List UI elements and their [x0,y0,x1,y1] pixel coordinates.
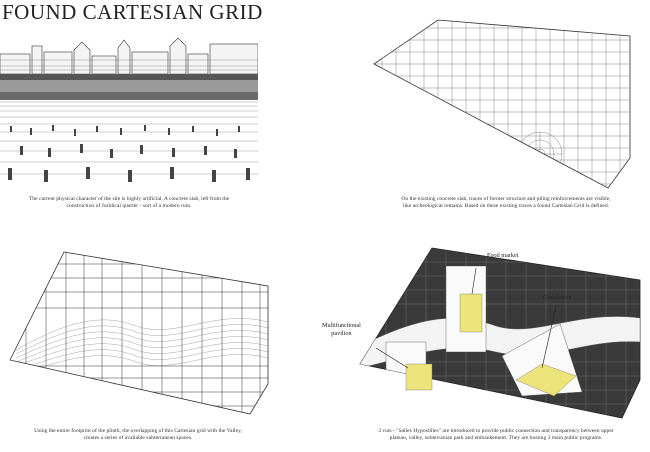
program-plan-drawing [346,246,644,422]
caption-slab-plan: On the existing concrete slab, traces of former structure and piling reinforcements are visible, like archeological remains. Based on these existing traces a found Cartesian Grid is defined. [401,196,611,209]
grid-valley-panel [6,248,274,420]
caption-program-plan: 3 cuts - "Salles Hypostilles" are introduced to provide public connection and transparency between upper plateau, valley, subterranian park and embankement. They are hosting 3 main public programs. [378,428,614,441]
caption-grid-valley: Using the entire footprint of the plinth, the overlapping of this Cartesian grid with the Valley, creates a series of available subterranean spaces. [34,428,242,441]
site-photo-illustration [0,36,258,188]
page-title: FOUND CARTESIAN GRID [2,0,263,24]
grid-valley-drawing [6,248,274,420]
caption-site-photo: The current physical character of the site is highly artificial. A concrete slab, left from the construction of Juridical quarter - sort of a modern ruin. [28,196,230,209]
site-photo-panel [0,36,258,188]
slab-plan-panel [368,18,638,190]
program-plan-panel [346,246,644,422]
label-multifunctional-pavilion: Multifunctional pavilion [322,322,361,337]
label-food-market: Food market [487,252,519,259]
slab-plan-drawing [368,18,638,190]
label-glasshouse: Glasshouse [543,294,572,301]
